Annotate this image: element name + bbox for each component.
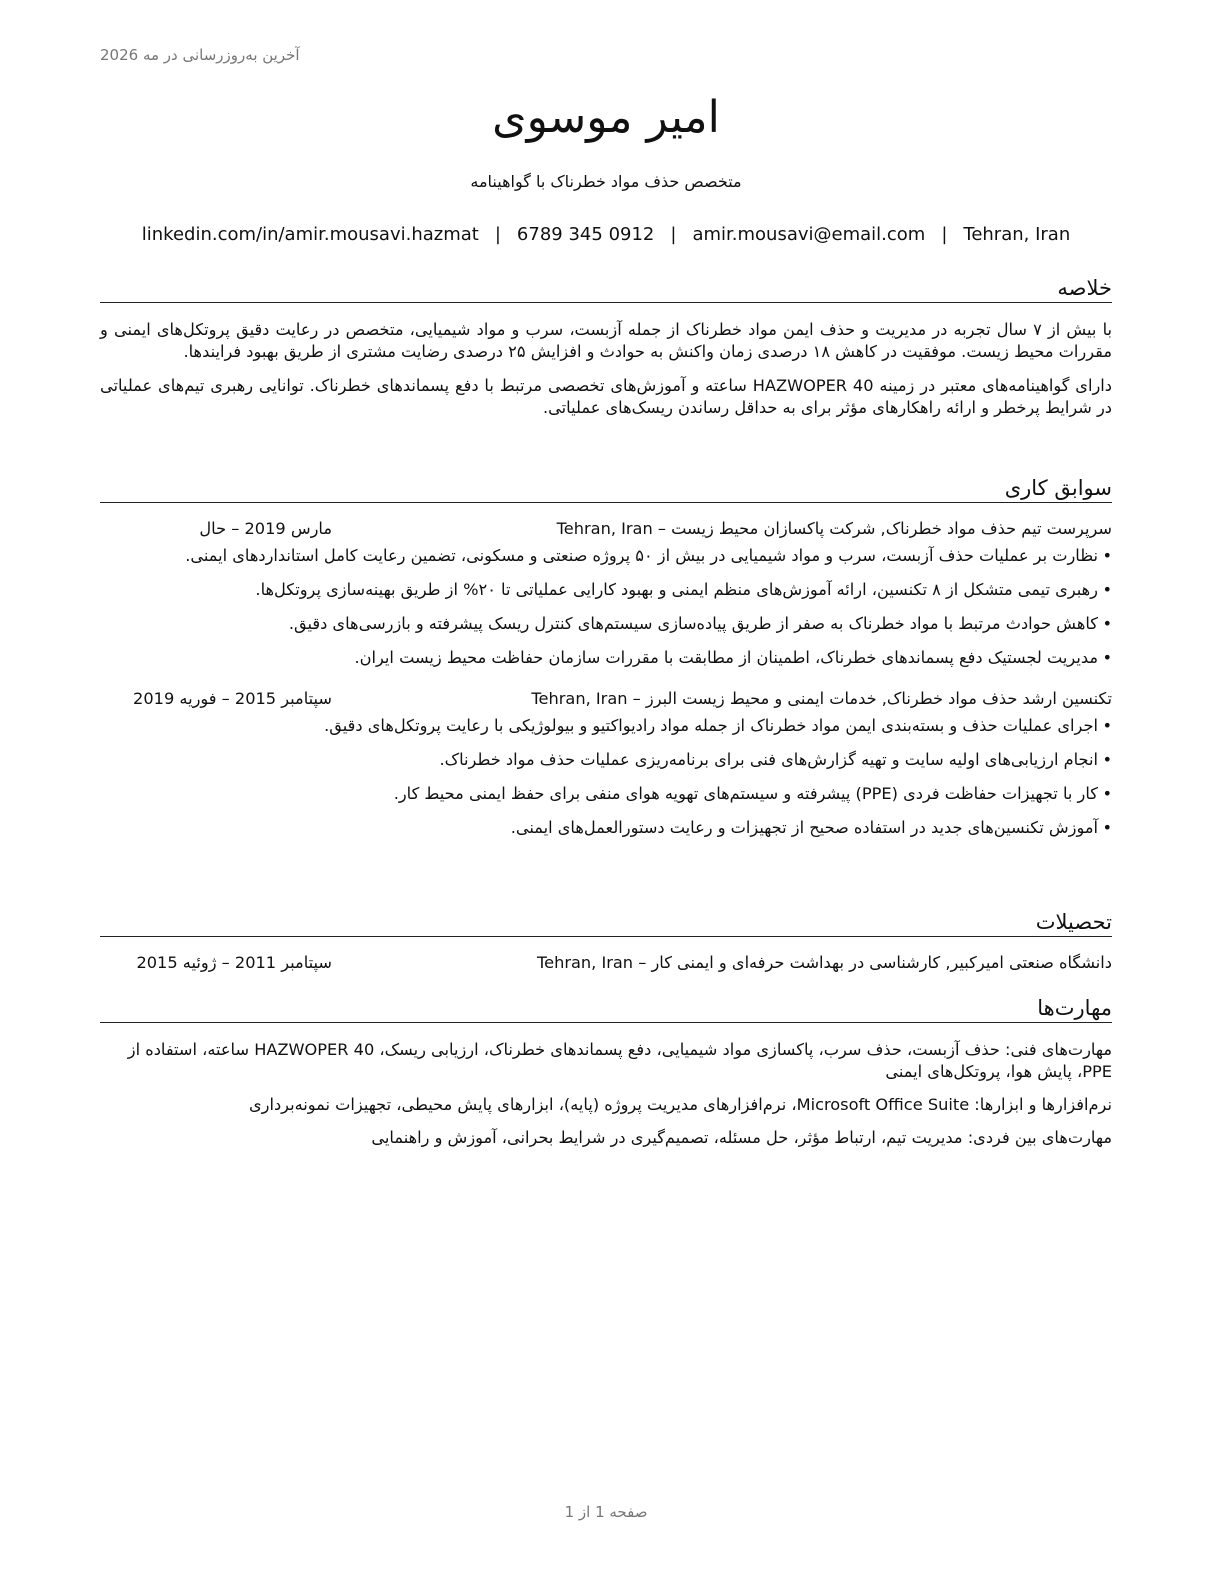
- skills-section: [100, 996, 1112, 1160]
- page-number: صفحه 1 از 1: [564, 1503, 648, 1521]
- job-role: تکنسین ارشد حذف مواد خطرناک, خدمات ایمنی و محیط زیست البرز – Tehran, Iran: [531, 689, 1112, 708]
- job-dates: سپتامبر 2015 – فوریه 2019: [133, 689, 332, 708]
- list-item: • آموزش تکنسین‌های جدید در استفاده صحیح از تجهیزات و رعایت دستورالعمل‌های ایمنی.: [100, 817, 1112, 839]
- job-entry: [100, 517, 1112, 669]
- list-item: • انجام ارزیابی‌های اولیه سایت و تهیه گزارش‌های فنی برای برنامه‌ریزی عملیات حذف مواد خطرناک.: [100, 749, 1112, 771]
- list-item: • کار با تجهیزات حفاظت فردی (PPE) پیشرفته و سیستم‌های تهویه هوای منفی برای حفظ ایمنی محیط کار.: [100, 783, 1112, 805]
- skill-line: مهارت‌های فنی: حذف آزبست، حذف سرب، پاکسازی مواد شیمیایی، دفع پسماندهای خطرناک، ارزیابی ریسک، HAZWOPER 40 ساعته، استفاده از PPE، پایش هوا، پروتکل‌های ایمنی: [127, 1040, 1112, 1081]
- job-dates: مارس 2019 – حال: [199, 519, 332, 538]
- summary-paragraph: با بیش از ۷ سال تجربه در مدیریت و حذف ایمن مواد خطرناک از جمله آزبست، سرب و مواد شیمیایی، متخصص در رعایت دقیق پروتکل‌های ایمنی و مقررات محیط زیست. موفقیت در کاهش ۱۸ درصدی زمان واکنش به حوادث و افزایش ۲۵ درصدی رضایت مشتری از طریق بهبود فرایندها.: [100, 320, 1113, 361]
- job-bullets: [100, 545, 1112, 669]
- location: Tehran, Iran: [963, 224, 1071, 245]
- summary-paragraph: دارای گواهینامه‌های معتبر در زمینه HAZWOPER 40 ساعته و آموزش‌های تخصصی مرتبط با دفع پسماندهای خطرناک. توانایی رهبری تیم‌های عملیاتی در شرایط پرخطر و ارائه راهکارهای مؤثر برای به حداقل رساندن ریسک‌های عملیاتی.: [100, 376, 1112, 417]
- section-title-experience: سوابق کاری: [100, 476, 1112, 503]
- contact-line: [100, 224, 1112, 245]
- job-role: سرپرست تیم حذف مواد خطرناک, شرکت پاکسازان محیط زیست – Tehran, Iran: [556, 519, 1112, 538]
- summary-section: [100, 276, 1112, 419]
- list-item: • کاهش حوادث مرتبط با مواد خطرناک به صفر از طریق پیاده‌سازی سیستم‌های کنترل ریسک پیشرفته و بازرسی‌های دقیق.: [100, 613, 1112, 635]
- section-title-education: تحصیلات: [100, 910, 1112, 937]
- skill-line: مهارت‌های بین فردی: مدیریت تیم، ارتباط مؤثر، حل مسئله، تصمیم‌گیری در شرایط بحرانی، آموزش و راهنمایی: [371, 1128, 1112, 1147]
- job-header: [100, 517, 1112, 541]
- education-section: [100, 910, 1112, 975]
- contact-separator: |: [494, 224, 501, 245]
- section-title-summary: خلاصه: [100, 276, 1112, 303]
- list-item: • اجرای عملیات حذف و بسته‌بندی ایمن مواد خطرناک از جمله مواد رادیواکتیو و بیولوژیکی با رعایت پروتکل‌های دقیق.: [100, 715, 1112, 737]
- linkedin-link[interactable]: linkedin.com/in/amir.mousavi.hazmat: [141, 224, 479, 245]
- contact-separator: |: [941, 224, 948, 245]
- candidate-title: متخصص حذف مواد خطرناک با گواهینامه: [470, 172, 742, 191]
- education-degree: دانشگاه صنعتی امیرکبیر, کارشناسی در بهداشت حرفه‌ای و ایمنی کار – Tehran, Iran: [536, 953, 1112, 972]
- skill-line: نرم‌افزارها و ابزارها: Microsoft Office Suite، نرم‌افزارهای مدیریت پروژه (پایه)، ابزارهای پایش محیطی، تجهیزات نمونه‌برداری: [248, 1095, 1112, 1114]
- section-title-skills: مهارت‌ها: [100, 996, 1112, 1023]
- education-entry: [100, 951, 1112, 975]
- job-entry: [100, 687, 1112, 839]
- phone-number[interactable]: 0912 345 6789: [516, 224, 655, 245]
- contact-separator: |: [670, 224, 677, 245]
- list-item: • رهبری تیمی متشکل از ۸ تکنسین، ارائه آموزش‌های منظم ایمنی و بهبود کارایی عملیاتی تا ۲۰% از طریق بهینه‌سازی پروتکل‌ها.: [100, 579, 1112, 601]
- list-item: • مدیریت لجستیک دفع پسماندهای خطرناک، اطمینان از مطابقت با مقررات سازمان حفاظت محیط زیست ایران.: [100, 647, 1112, 669]
- resume-page: [100, 0, 1112, 1584]
- experience-section: [100, 476, 1112, 851]
- job-bullets: [100, 715, 1112, 839]
- education-dates: سپتامبر 2011 – ژوئیه 2015: [136, 953, 332, 972]
- candidate-name: امیر موسوی: [492, 92, 720, 143]
- list-item: • نظارت بر عملیات حذف آزبست، سرب و مواد شیمیایی در بیش از ۵۰ پروژه صنعتی و مسکونی، تضمین رعایت کامل استانداردهای ایمنی.: [100, 545, 1112, 567]
- email-link[interactable]: amir.mousavi@email.com: [692, 224, 926, 245]
- job-header: [100, 687, 1112, 711]
- last-updated: آخرین به‌روزرسانی در مه 2026: [100, 46, 300, 64]
